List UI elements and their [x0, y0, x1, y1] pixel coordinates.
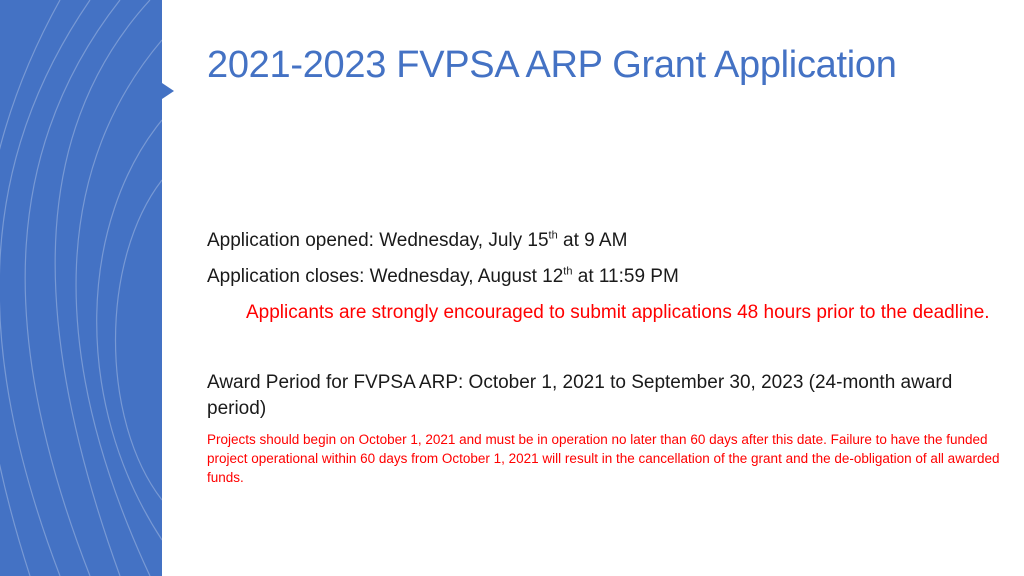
sidebar-pointer: [162, 83, 174, 99]
encourage-note: Applicants are strongly encouraged to submit applications 48 hours prior to the deadline.: [246, 302, 990, 323]
slide-title: 2021-2023 FVPSA ARP Grant Application: [207, 44, 897, 86]
closes-time: at 11:59 PM: [572, 266, 679, 287]
opened-ordinal: th: [548, 229, 558, 242]
application-closes-line: [207, 264, 1007, 290]
application-opened-line: [207, 228, 1007, 254]
closes-text: Application closes: Wednesday, August 12: [207, 266, 564, 287]
closes-ordinal: th: [563, 265, 573, 278]
opened-time: at 9 AM: [557, 230, 628, 251]
project-note: Projects should begin on October 1, 2021 and must be in operation no later than 60 days after this date. Failure to have the funded project operational within 60 days from October 1, 2021 will result in the cancellation of the grant and the de-obligation of all awarded funds.: [207, 432, 1000, 485]
slide-body: [207, 228, 1007, 487]
award-period: Award Period for FVPSA ARP: October 1, 2021 to September 30, 2023 (24-month award period): [207, 372, 953, 419]
sidebar-arcs: [0, 0, 162, 576]
opened-text: Application opened: Wednesday, July 15: [207, 230, 549, 251]
sidebar-decoration: [0, 0, 162, 576]
